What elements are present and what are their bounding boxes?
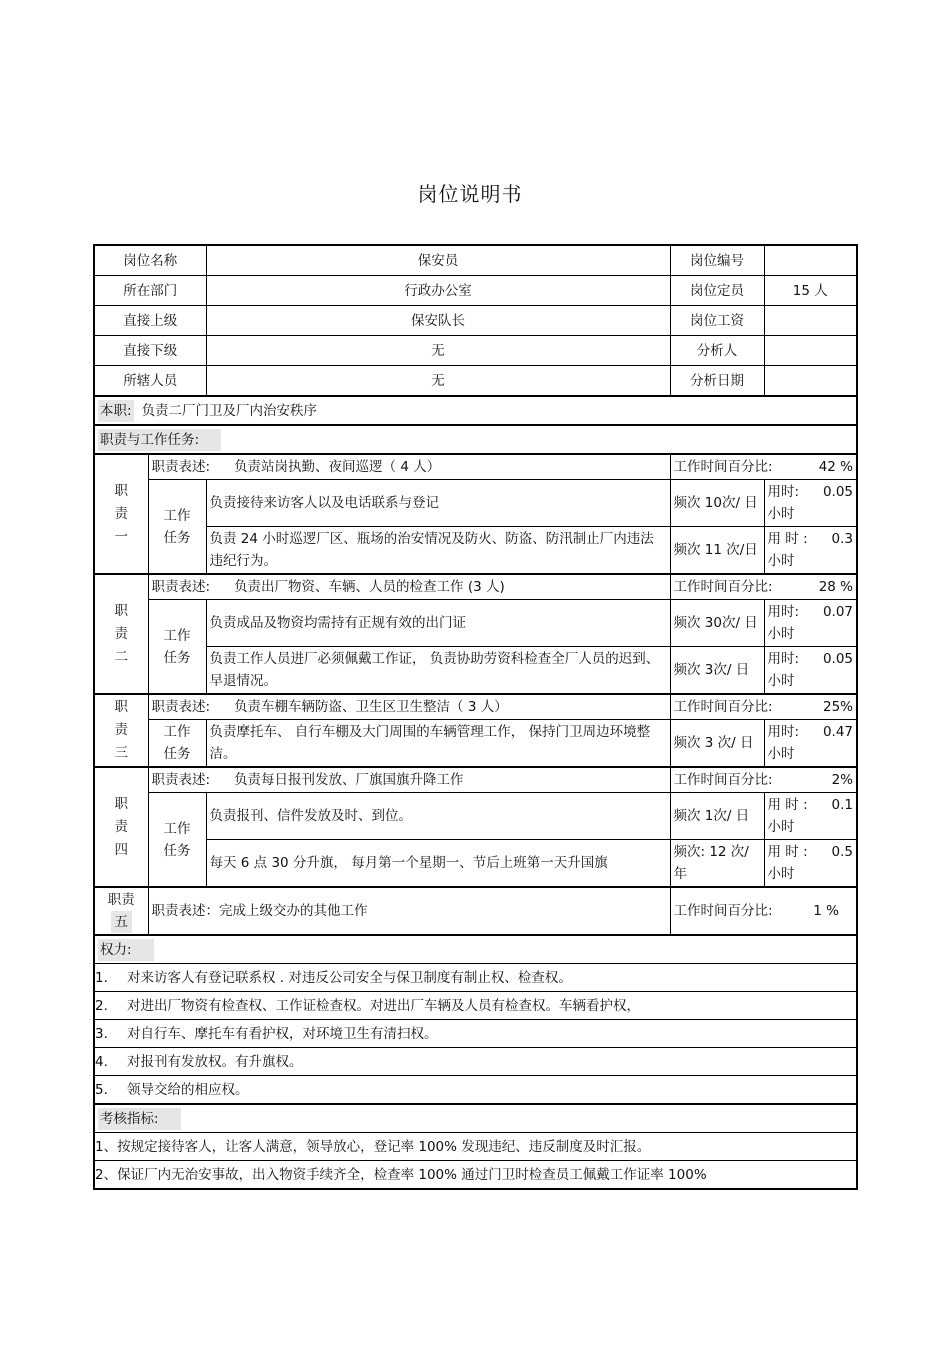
basic-row	[94, 366, 857, 397]
duty5-row	[94, 887, 857, 935]
duty5-desc: 职责表述：完成上级交办的其他工作	[148, 887, 670, 935]
task-time	[764, 647, 857, 695]
task-time-value: 0.05	[822, 484, 853, 500]
task-time-wrap	[768, 528, 854, 550]
task-time-value: 0.1	[831, 797, 853, 813]
duty-pct-wrap	[674, 900, 854, 922]
task-time-value: 0.3	[831, 531, 853, 547]
task-time-unit: 小时	[767, 626, 795, 642]
power-text: 对自行车、摩托车有看护权，对环境卫生有清扫权。	[127, 1025, 438, 1042]
duty-name-text: 职责三	[114, 699, 128, 761]
task-frequency: 频次 3 次/ 日	[670, 720, 764, 768]
task-label-text: 工作任务	[163, 724, 191, 762]
task-frequency: 频次 1次/ 日	[670, 793, 764, 840]
task-row	[94, 793, 857, 840]
duty-pct-value: 1 %	[813, 903, 839, 919]
kpi-text: 2、保证厂内无治安事故，出入物资手续齐全，检查率 100% 通过门卫时检查员工佩戴工作证率 100%	[94, 1161, 857, 1190]
duty-pct-wrap	[674, 696, 854, 718]
duties-header-row	[94, 425, 857, 454]
duty-desc	[148, 694, 670, 720]
power-cell	[94, 1076, 857, 1105]
task-frequency: 频次 11 次/日	[670, 527, 764, 575]
task-time-value: 0.07	[822, 604, 853, 620]
kpi-item	[94, 1133, 857, 1161]
duty-desc-text: 负责站岗执勤、夜间巡逻（ 4 人）	[234, 459, 441, 475]
task-text: 每天 6 点 30 分升旗， 每月第一个星期一、节后上班第一天升国旗	[206, 840, 670, 888]
field-label: 分析人	[670, 336, 764, 366]
field-value: 无	[206, 336, 670, 366]
task-row	[94, 527, 857, 575]
power-header-row	[94, 935, 857, 964]
task-time-label: 用时:	[767, 604, 800, 620]
basic-row	[94, 276, 857, 306]
duty-desc	[148, 574, 670, 600]
task-label	[148, 480, 206, 575]
duty-desc-text: 负责车棚车辆防盗、卫生区卫生整洁（ 3 人）	[234, 699, 508, 715]
duty-desc-label: 职责表述:	[151, 459, 211, 475]
basic-row	[94, 336, 857, 366]
power-cell	[94, 1020, 857, 1048]
kpi-header: 考核指标:	[98, 1108, 181, 1130]
task-time-label: 用 时 :	[767, 844, 808, 860]
task-label	[148, 600, 206, 695]
power-number: 5.	[95, 1081, 108, 1098]
task-row	[94, 840, 857, 888]
duty-pct-wrap	[674, 576, 854, 598]
task-text: 负责 24 小时巡逻厂区、瓶场的治安情况及防火、防盗、防汛制止厂内违法违纪行为。	[206, 527, 670, 575]
field-label: 直接下级	[94, 336, 206, 366]
task-text: 负责摩托车、 自行车棚及大门周围的车辆管理工作， 保持门卫周边环境整洁。	[206, 720, 670, 768]
field-label: 岗位名称	[94, 245, 206, 276]
power-number: 4.	[95, 1053, 108, 1070]
task-time-unit: 小时	[767, 819, 795, 835]
power-cell	[94, 1048, 857, 1076]
task-time-wrap	[768, 841, 854, 863]
field-label: 分析日期	[670, 366, 764, 397]
task-time	[764, 720, 857, 768]
task-time	[764, 793, 857, 840]
duty-pct	[670, 694, 857, 720]
duty-pct-value: 42 %	[818, 459, 853, 475]
duty-name-text: 职责二	[114, 602, 128, 665]
task-time-wrap	[768, 648, 854, 670]
power-item	[94, 992, 857, 1020]
task-time-wrap	[768, 601, 854, 623]
task-time-unit: 小时	[767, 866, 795, 882]
field-value: 保安队长	[206, 306, 670, 336]
task-label	[148, 720, 206, 768]
task-time-label: 用 时 :	[767, 797, 808, 813]
task-label-text: 工作任务	[163, 627, 191, 666]
task-text: 负责接待来访客人以及电话联系与登记	[206, 480, 670, 527]
duty-desc	[148, 454, 670, 480]
duty-name	[94, 454, 148, 574]
page-title: 岗位说明书	[417, 182, 523, 206]
field-value: 保安员	[206, 245, 670, 276]
kpi-header-row	[94, 1104, 857, 1133]
task-row	[94, 647, 857, 695]
duty-desc-label: 职责表述:	[151, 579, 211, 595]
power-item	[94, 1076, 857, 1105]
power-header: 权力:	[98, 939, 154, 961]
duty-name	[94, 767, 148, 887]
duty-name	[94, 574, 148, 694]
power-text: 领导交给的相应权。	[127, 1081, 249, 1098]
field-value	[764, 306, 857, 336]
duty-pct-value: 25%	[822, 699, 853, 715]
duty-pct	[670, 887, 857, 935]
benzhi-cell	[94, 396, 857, 425]
duty-pct-wrap	[674, 769, 854, 791]
task-row	[94, 600, 857, 647]
benzhi-row	[94, 396, 857, 425]
power-text: 对来访客人有登记联系权 . 对违反公司安全与保卫制度有制止权、检查权。	[127, 969, 572, 986]
duty-name-text: 职责一	[114, 482, 128, 545]
power-header-cell	[94, 935, 857, 964]
duty-pct-label: 工作时间百分比:	[673, 772, 773, 788]
task-text: 负责报刊、信件发放及时、到位。	[206, 793, 670, 840]
task-frequency: 频次 30次/ 日	[670, 600, 764, 647]
task-frequency: 频次 10次/ 日	[670, 480, 764, 527]
task-time-wrap	[768, 794, 854, 816]
kpi-text: 1、按规定接待客人，让客人满意，领导放心，登记率 100% 发现违纪、违反制度及时汇报。	[94, 1133, 857, 1161]
duty-pct-value: 28 %	[818, 579, 853, 595]
task-time-unit: 小时	[767, 673, 795, 689]
duty-name-text: 职责四	[114, 795, 128, 858]
duty-desc-label: 职责表述:	[151, 772, 211, 788]
task-time	[764, 480, 857, 527]
power-item	[94, 964, 857, 992]
benzhi-text: 负责二厂门卫及厂内治安秩序	[141, 402, 318, 419]
field-value: 行政办公室	[206, 276, 670, 306]
task-row	[94, 480, 857, 527]
power-text: 对报刊有发放权。有升旗权。	[127, 1053, 303, 1070]
task-time	[764, 527, 857, 575]
task-time-label: 用 时 :	[767, 531, 808, 547]
power-cell	[94, 992, 857, 1020]
power-number: 2.	[95, 997, 108, 1014]
task-label-text: 工作任务	[163, 507, 191, 546]
duty-pct-label: 工作时间百分比:	[673, 459, 773, 475]
task-text: 负责工作人员进厂必须佩戴工作证， 负责协助劳资科检查全厂人员的迟到、早退情况。	[206, 647, 670, 695]
field-label: 所辖人员	[94, 366, 206, 397]
field-value	[764, 245, 857, 276]
power-text: 对进出厂物资有检查权、工作证检查权。对进出厂车辆及人员有检查权。车辆看护权，	[127, 997, 640, 1014]
task-label	[148, 793, 206, 888]
field-value	[764, 336, 857, 366]
duty-desc-text: 负责出厂物资、车辆、人员的检查工作 (3 人)	[234, 579, 505, 595]
duty-pct-value: 2%	[831, 772, 853, 788]
duty-desc-label: 职责表述:	[151, 699, 211, 715]
job-description-sheet	[93, 244, 856, 1190]
duties-header: 职责与工作任务:	[98, 429, 221, 451]
duty-pct-wrap	[674, 456, 854, 478]
field-label: 岗位工资	[670, 306, 764, 336]
duty-pct-label: 工作时间百分比:	[673, 699, 773, 715]
duty-desc-text: 负责每日报刊发放、厂旗国旗升降工作	[234, 772, 464, 788]
duty5-name-b: 五	[111, 911, 133, 933]
task-label-text: 工作任务	[163, 820, 191, 859]
field-label: 直接上级	[94, 306, 206, 336]
power-cell	[94, 964, 857, 992]
task-time-unit: 小时	[767, 553, 795, 569]
duty-desc-row	[94, 694, 857, 720]
power-item	[94, 1048, 857, 1076]
duty-desc-row	[94, 767, 857, 793]
task-time-wrap	[768, 721, 854, 743]
benzhi-label: 本职:	[98, 400, 134, 422]
field-value: 无	[206, 366, 670, 397]
duty-pct-label: 工作时间百分比:	[673, 579, 773, 595]
basic-row	[94, 245, 857, 276]
power-number: 1.	[95, 969, 108, 986]
task-time-label: 用时:	[767, 724, 800, 740]
job-table	[93, 244, 858, 1190]
field-label: 岗位定员	[670, 276, 764, 306]
kpi-header-cell	[94, 1104, 857, 1133]
task-time-label: 用时:	[767, 484, 800, 500]
power-number: 3.	[95, 1025, 108, 1042]
field-label: 所在部门	[94, 276, 206, 306]
field-label: 岗位编号	[670, 245, 764, 276]
task-time-value: 0.5	[831, 844, 853, 860]
duty-pct-label: 工作时间百分比:	[673, 903, 773, 919]
task-time-label: 用时:	[767, 651, 800, 667]
field-value: 15 人	[764, 276, 857, 306]
task-time-unit: 小时	[767, 506, 795, 522]
duty-desc-row	[94, 454, 857, 480]
duty-pct	[670, 767, 857, 793]
task-frequency: 频次: 12 次/ 年	[670, 840, 764, 888]
basic-row	[94, 306, 857, 336]
duties-header-cell	[94, 425, 857, 454]
duty-name	[94, 887, 148, 935]
duty5-name-a: 职责	[107, 892, 135, 908]
duty-name	[94, 694, 148, 767]
duty-pct	[670, 574, 857, 600]
field-value	[764, 366, 857, 397]
duty-desc	[148, 767, 670, 793]
kpi-item	[94, 1161, 857, 1190]
task-time-unit: 小时	[767, 746, 795, 762]
task-row	[94, 720, 857, 768]
task-time	[764, 840, 857, 888]
task-time-value: 0.05	[822, 651, 853, 667]
task-text: 负责成品及物资均需持有正规有效的出门证	[206, 600, 670, 647]
duty-pct	[670, 454, 857, 480]
task-time	[764, 600, 857, 647]
task-frequency: 频次 3次/ 日	[670, 647, 764, 695]
task-time-value: 0.47	[822, 724, 853, 740]
power-item	[94, 1020, 857, 1048]
duty-desc-row	[94, 574, 857, 600]
task-time-wrap	[768, 481, 854, 503]
